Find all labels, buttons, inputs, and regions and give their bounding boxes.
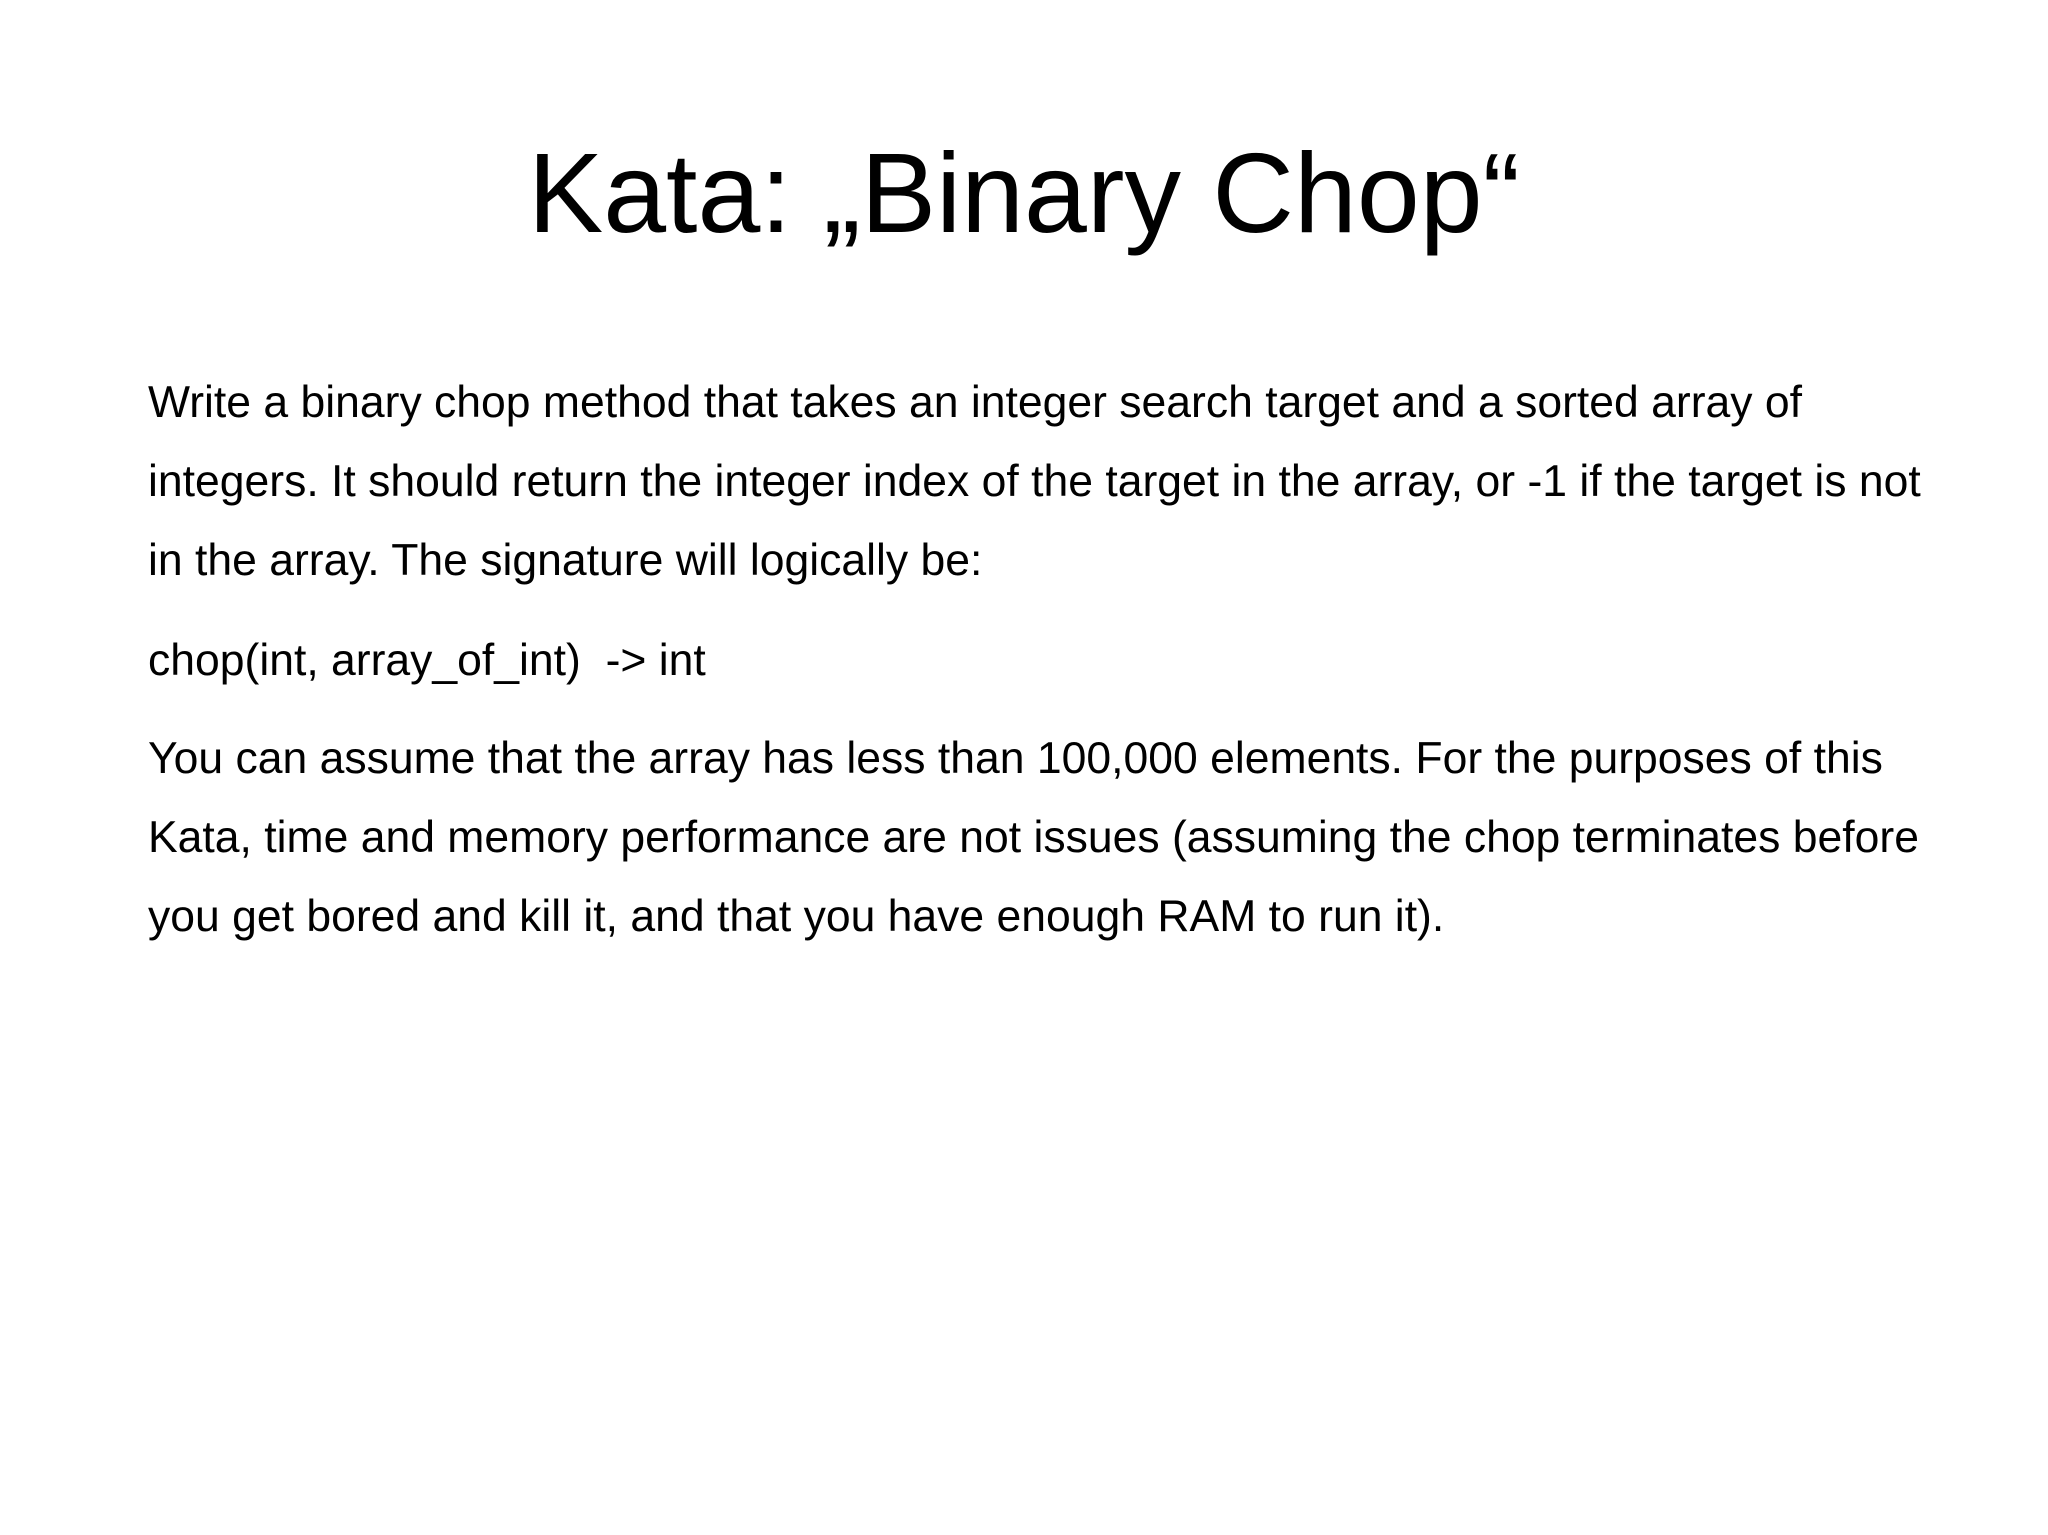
constraints-paragraph: You can assume that the array has less than 100,000 elements. For the purposes of this Kata, time and memory performance are not issues (assuming the chop terminates before you get bored and kill it, and that you have enough RAM to run it). bbox=[148, 734, 1919, 941]
slide-title: Kata: „Binary Chop“ bbox=[527, 130, 1521, 256]
intro-paragraph: Write a binary chop method that takes an integer search target and a sorted array of integers. It should return the integer index of the target in the array, or -1 if the target is not in the array. The signature will logically be: bbox=[148, 378, 1921, 585]
slide-body bbox=[148, 363, 1923, 977]
signature-line: chop(int, array_of_int) -> int bbox=[148, 636, 706, 685]
